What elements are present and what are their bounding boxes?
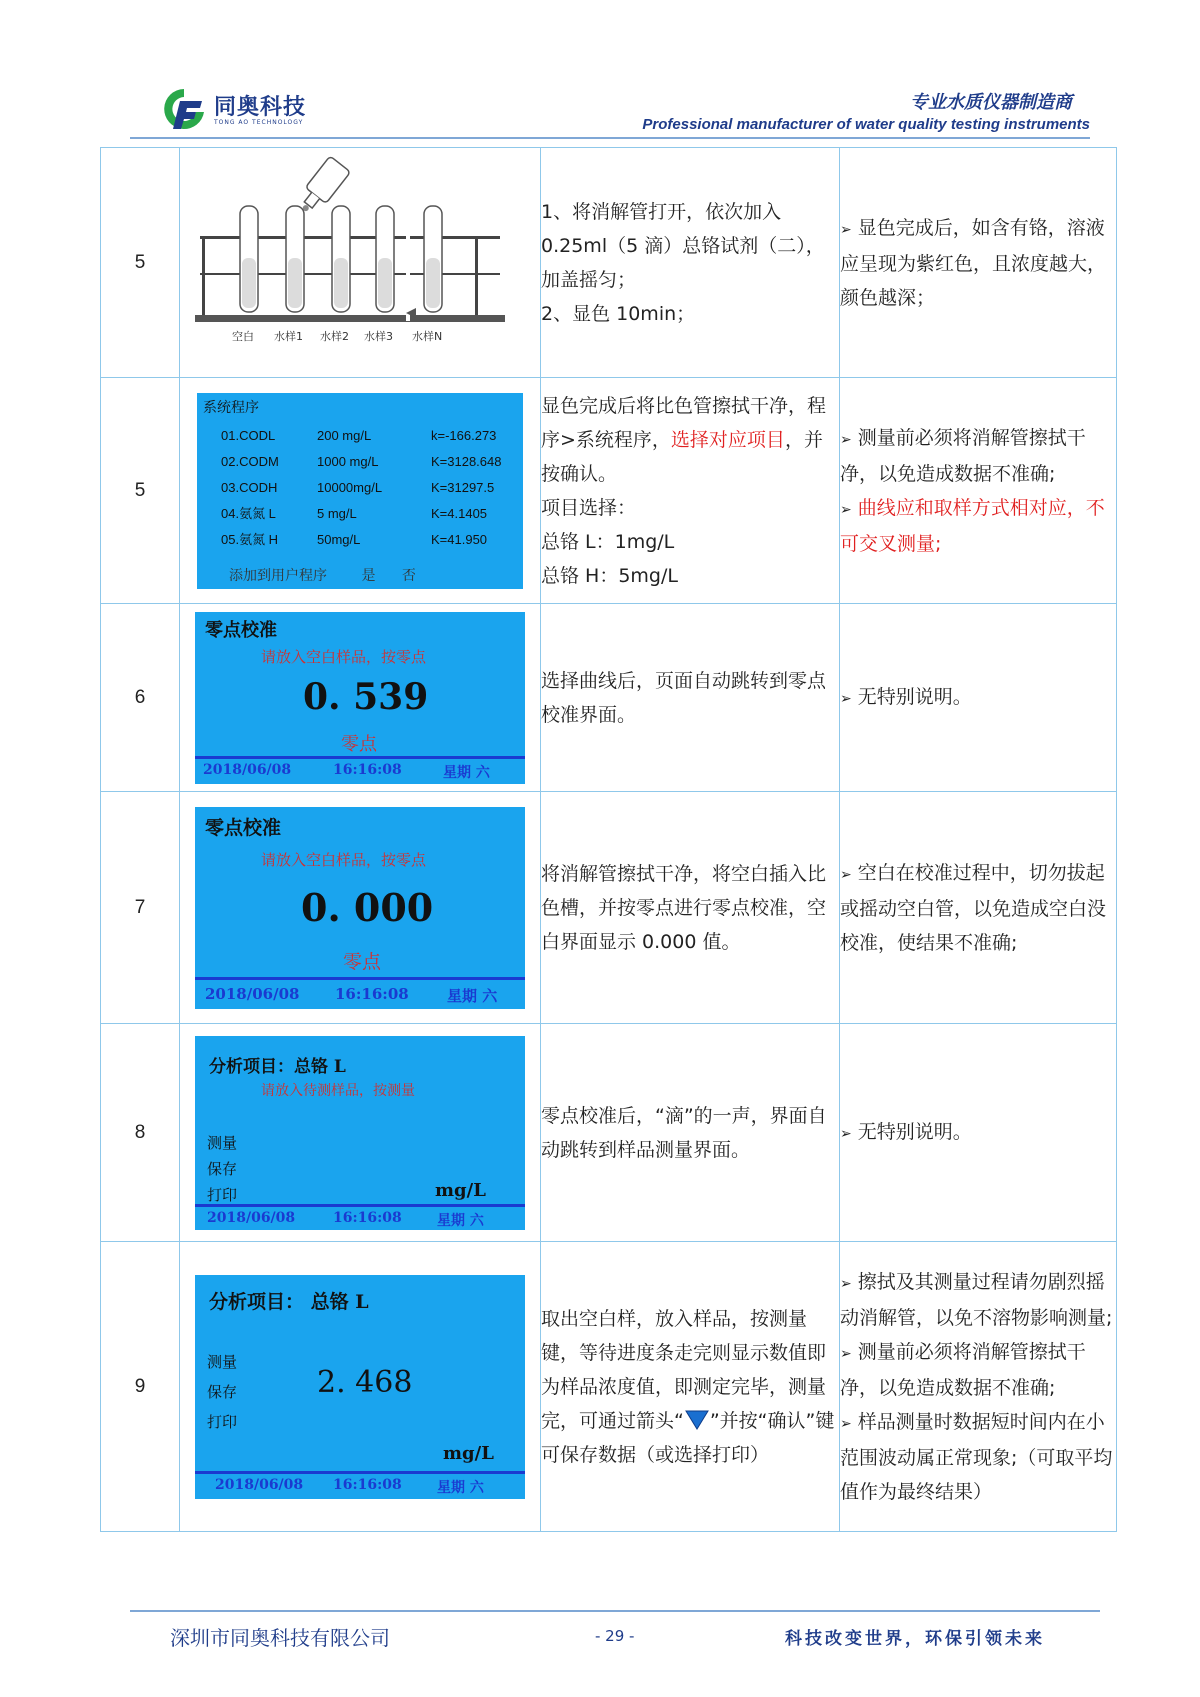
table-row: [101, 378, 1117, 604]
menu-measure[interactable]: 测量: [207, 1352, 238, 1371]
program-name: 01.CODL: [221, 427, 276, 443]
program-item[interactable]: [221, 501, 521, 527]
table-row: [101, 792, 1117, 1024]
screen-title: 系统程序: [203, 399, 259, 416]
arrow-bullet-icon: ➢: [840, 1275, 852, 1292]
screen-weekday: 星期 六: [437, 1479, 484, 1496]
program-k: k=-166.273: [431, 427, 497, 443]
header-slogan-cn: 专业水质仪器制造商: [910, 92, 1072, 113]
desc-paragraph: [541, 389, 839, 491]
desc-text: ，并按确认。: [541, 428, 823, 485]
device-screen: [197, 393, 523, 589]
program-item[interactable]: [221, 475, 521, 501]
screen-cell: [180, 378, 541, 604]
tube-label: 空白: [232, 330, 254, 343]
screen-time: 16:16:08: [335, 984, 409, 1003]
step-number: 5: [101, 148, 180, 378]
logo-name: 同奥科技: [214, 95, 307, 120]
header-divider: [130, 137, 1090, 139]
screen-cell: [180, 1242, 541, 1532]
screen-weekday: 星期 六: [443, 764, 490, 781]
program-name: 05.氨氮 H: [221, 531, 279, 547]
desc-text: 显色完成后将比色管擦拭干净，程序>系统程序，: [541, 394, 827, 451]
footer-company: 深圳市同奥科技有限公司: [170, 1628, 390, 1650]
table-row: [101, 604, 1117, 792]
logo-icon: [160, 86, 210, 132]
program-item[interactable]: [221, 527, 521, 553]
zero-label[interactable]: 零点: [343, 950, 382, 973]
program-k: K=41.950: [431, 531, 488, 547]
step-note: [840, 604, 1117, 792]
no-option[interactable]: 否: [401, 567, 416, 584]
step-note: [840, 1024, 1117, 1242]
arrow-bullet-icon: ➢: [840, 1125, 852, 1142]
table-row: [101, 1242, 1117, 1532]
step-note: [840, 792, 1117, 1024]
desc-line: 项目选择：: [541, 496, 637, 519]
note-text-warning: 曲线应和取样方式相对应，不可交叉测量;: [840, 496, 1105, 555]
step-description: 选择曲线后，页面自动跳转到零点校准界面。: [541, 604, 840, 792]
program-list: [221, 423, 521, 553]
device-screen: [195, 612, 525, 784]
unit-label: mg/L: [443, 1442, 494, 1464]
program-k: K=4.1405: [431, 505, 488, 521]
procedure-table: [100, 147, 1117, 1532]
screen-date: 2018/06/08: [205, 984, 300, 1003]
step-description: [541, 1242, 840, 1532]
note-text: 样品测量时数据短时间内在小范围波动属正常现象;（可取平均值作为最终结果）: [840, 1410, 1113, 1503]
page-number: - 29 -: [595, 1627, 635, 1645]
unit-label: mg/L: [435, 1179, 486, 1201]
arrow-bullet-icon: ➢: [840, 501, 852, 518]
step-note: [840, 148, 1117, 378]
company-logo: [160, 86, 340, 136]
program-name: 02.CODM: [221, 453, 279, 469]
screen-prompt: 请放入空白样品，按零点: [261, 647, 427, 666]
desc-text: ”并按“确认”键可保存数据（或选择打印）: [541, 1409, 835, 1466]
note-text: 测量前必须将消解管擦拭干净，以免造成数据不准确;: [840, 426, 1086, 485]
device-screen: [195, 1036, 525, 1230]
desc-line: 总铬 H：5mg/L: [541, 564, 678, 587]
step-number: 7: [101, 792, 180, 1024]
note-text: 无特别说明。: [857, 685, 972, 708]
arrow-bullet-icon: ➢: [840, 1415, 852, 1432]
footer-slogan: 科技改变世界，环保引领未来: [785, 1629, 1045, 1649]
tube-label: 水样N: [412, 330, 443, 343]
down-triangle-icon: [684, 1410, 710, 1432]
program-range: 200 mg/L: [317, 427, 372, 443]
menu-print[interactable]: 打印: [207, 1412, 238, 1431]
screen-weekday: 星期 六: [447, 986, 498, 1005]
measurement-value: 2. 468: [317, 1364, 413, 1400]
screen-date: 2018/06/08: [215, 1476, 304, 1493]
device-screen: [195, 807, 525, 1009]
zero-reading: 0. 000: [301, 884, 434, 930]
step-description: [541, 378, 840, 604]
screen-date: 2018/06/08: [207, 1209, 296, 1226]
desc-line: 总铬 L：1mg/L: [541, 530, 675, 553]
status-divider: [195, 977, 525, 980]
note-text: 空白在校准过程中，切勿拔起或摇动空白管，以免造成空白没校准，使结果不准确;: [840, 861, 1107, 954]
menu-print[interactable]: 打印: [207, 1185, 238, 1204]
program-item[interactable]: [221, 423, 521, 449]
device-screen: [195, 1275, 525, 1499]
program-range: 10000mg/L: [317, 479, 383, 495]
screen-date: 2018/06/08: [203, 761, 292, 778]
status-divider: [195, 1204, 525, 1207]
add-user-program-label: 添加到用户程序: [229, 567, 327, 584]
screen-prompt: 请放入待测样品，按测量: [261, 1082, 415, 1099]
arrow-bullet-icon: ➢: [840, 690, 852, 707]
screen-cell: [180, 1024, 541, 1242]
arrow-bullet-icon: ➢: [840, 866, 852, 883]
tube-label: 水样1: [274, 330, 303, 343]
program-name: 04.氨氮 L: [221, 505, 276, 521]
step-number: 6: [101, 604, 180, 792]
screen-title: 零点校准: [205, 816, 282, 839]
step-number: 9: [101, 1242, 180, 1532]
step-description: 零点校准后，“滴”的一声，界面自动跳转到样品测量界面。: [541, 1024, 840, 1242]
note-text: 测量前必须将消解管擦拭干净，以免造成数据不准确;: [840, 1340, 1086, 1399]
footer-divider: [130, 1610, 1100, 1612]
arrow-bullet-icon: ➢: [840, 221, 852, 238]
logo-subtitle: TONG AO TECHNOLOGY: [214, 119, 304, 126]
desc-highlight: 选择对应项目: [670, 428, 785, 451]
screen-title: 分析项目： 总铬 L: [209, 1290, 369, 1313]
menu-save[interactable]: 保存: [207, 1382, 238, 1401]
status-divider: [195, 1471, 525, 1474]
program-k: K=3128.648: [431, 453, 502, 469]
tube-label: 水样2: [320, 330, 349, 343]
screen-weekday: 星期 六: [437, 1212, 484, 1229]
screen-prompt: 请放入空白样品，按零点: [261, 850, 427, 869]
menu-measure[interactable]: 测量: [207, 1133, 238, 1152]
yes-option[interactable]: 是: [361, 567, 376, 584]
page-header: [130, 80, 1090, 140]
menu-save[interactable]: 保存: [207, 1159, 238, 1178]
step-description: [541, 148, 840, 378]
program-range: 50mg/L: [317, 531, 361, 547]
tube-rack-illustration: [180, 148, 541, 378]
program-k: K=31297.5: [431, 479, 495, 495]
screen-title: 零点校准: [205, 619, 277, 641]
table-row: [101, 148, 1117, 378]
screen-title: 分析项目：总铬 L: [209, 1056, 346, 1077]
step-number: 5: [101, 378, 180, 604]
status-divider: [195, 756, 525, 759]
tube-rack-drawing: [180, 148, 540, 373]
table-row: [101, 1024, 1117, 1242]
program-item[interactable]: [221, 449, 521, 475]
screen-cell: [180, 604, 541, 792]
note-text: 擦拭及其测量过程请勿剧烈摇动消解管，以免不溶物影响测量;: [840, 1270, 1113, 1329]
screen-time: 16:16:08: [333, 761, 402, 778]
add-user-program-row: [229, 565, 416, 585]
arrow-bullet-icon: ➢: [840, 1345, 852, 1362]
arrow-bullet-icon: ➢: [840, 431, 852, 448]
desc-text: 取出空白样，放入样品，按测量键，等待进度条走完则显示数值即为样品浓度值，即测定完毕，测量完，可通过箭头“: [541, 1307, 827, 1432]
header-slogan-en: Professional manufacturer of water quality testing instruments: [642, 116, 1090, 133]
screen-time: 16:16:08: [333, 1209, 402, 1226]
note-text: 显色完成后，如含有铬，溶液应呈现为紫红色，且浓度越大，颜色越深；: [840, 216, 1107, 309]
tube-label: 水样3: [364, 330, 393, 343]
zero-label[interactable]: 零点: [341, 733, 377, 755]
program-name: 03.CODH: [221, 479, 278, 495]
note-text: 无特别说明。: [857, 1120, 972, 1143]
program-range: 5 mg/L: [317, 505, 357, 521]
zero-reading: 0. 539: [303, 675, 429, 718]
step-number: 8: [101, 1024, 180, 1242]
desc-line: 1、将消解管打开，依次加入0.25ml（5 滴）总铬试剂（二），加盖摇匀；: [541, 200, 825, 291]
screen-time: 16:16:08: [333, 1476, 402, 1493]
step-note: [840, 378, 1117, 604]
screen-cell: [180, 792, 541, 1024]
desc-line: 2、显色 10min；: [541, 302, 696, 325]
program-range: 1000 mg/L: [317, 453, 379, 469]
step-description: 将消解管擦拭干净，将空白插入比色槽，并按零点进行零点校准，空白界面显示 0.000 值。: [541, 792, 840, 1024]
step-note: [840, 1242, 1117, 1532]
